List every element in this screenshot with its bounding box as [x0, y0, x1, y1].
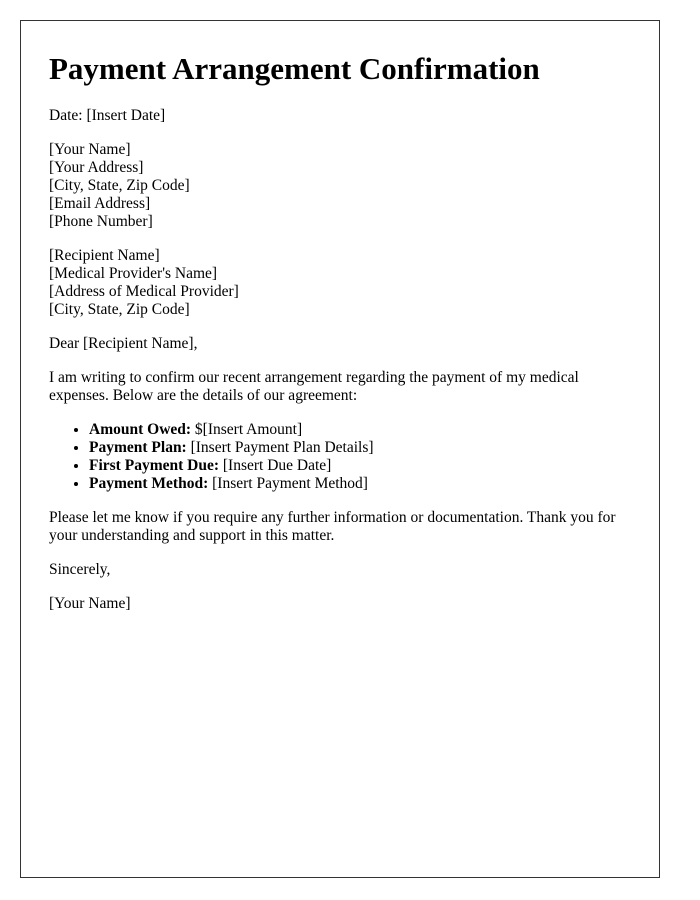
provider-address: [Address of Medical Provider]: [49, 283, 239, 300]
closing-paragraph: Please let me know if you require any further information or documentation. Thank you for your understanding and support in this matter.: [49, 509, 616, 544]
sender-phone: [Phone Number]: [49, 213, 153, 230]
letter-page: [20, 20, 660, 878]
list-item: [89, 439, 631, 457]
intro-paragraph: I am writing to confirm our recent arrangement regarding the payment of my medical expenses. Below are the details of our agreement:: [49, 369, 579, 404]
sign-off: Sincerely,: [49, 561, 111, 578]
list-item: [89, 421, 631, 439]
recipient-name: [Recipient Name]: [49, 247, 160, 264]
detail-label: Payment Method:: [89, 475, 209, 492]
detail-value: [Insert Due Date]: [219, 457, 332, 474]
detail-value: [Insert Payment Method]: [208, 475, 368, 492]
sender-address: [Your Address]: [49, 159, 144, 176]
detail-label: Amount Owed:: [89, 421, 192, 438]
letter-title: Payment Arrangement Confirmation: [49, 51, 540, 86]
salutation: Dear [Recipient Name],: [49, 335, 198, 352]
agreement-details-list: [49, 421, 631, 493]
detail-value: $[Insert Amount]: [191, 421, 303, 438]
date-line: Date: [Insert Date]: [49, 107, 166, 124]
sender-email: [Email Address]: [49, 195, 151, 212]
detail-label: First Payment Due:: [89, 457, 219, 474]
sender-city-state-zip: [City, State, Zip Code]: [49, 177, 190, 194]
sender-name: [Your Name]: [49, 141, 131, 158]
signature: [Your Name]: [49, 595, 131, 612]
list-item: [89, 457, 631, 475]
list-item: [89, 475, 631, 493]
detail-label: Payment Plan:: [89, 439, 187, 456]
sender-address-block: [49, 141, 631, 231]
recipient-address-block: [49, 247, 631, 319]
provider-city-state-zip: [City, State, Zip Code]: [49, 301, 190, 318]
provider-name: [Medical Provider's Name]: [49, 265, 218, 282]
detail-value: [Insert Payment Plan Details]: [186, 439, 374, 456]
